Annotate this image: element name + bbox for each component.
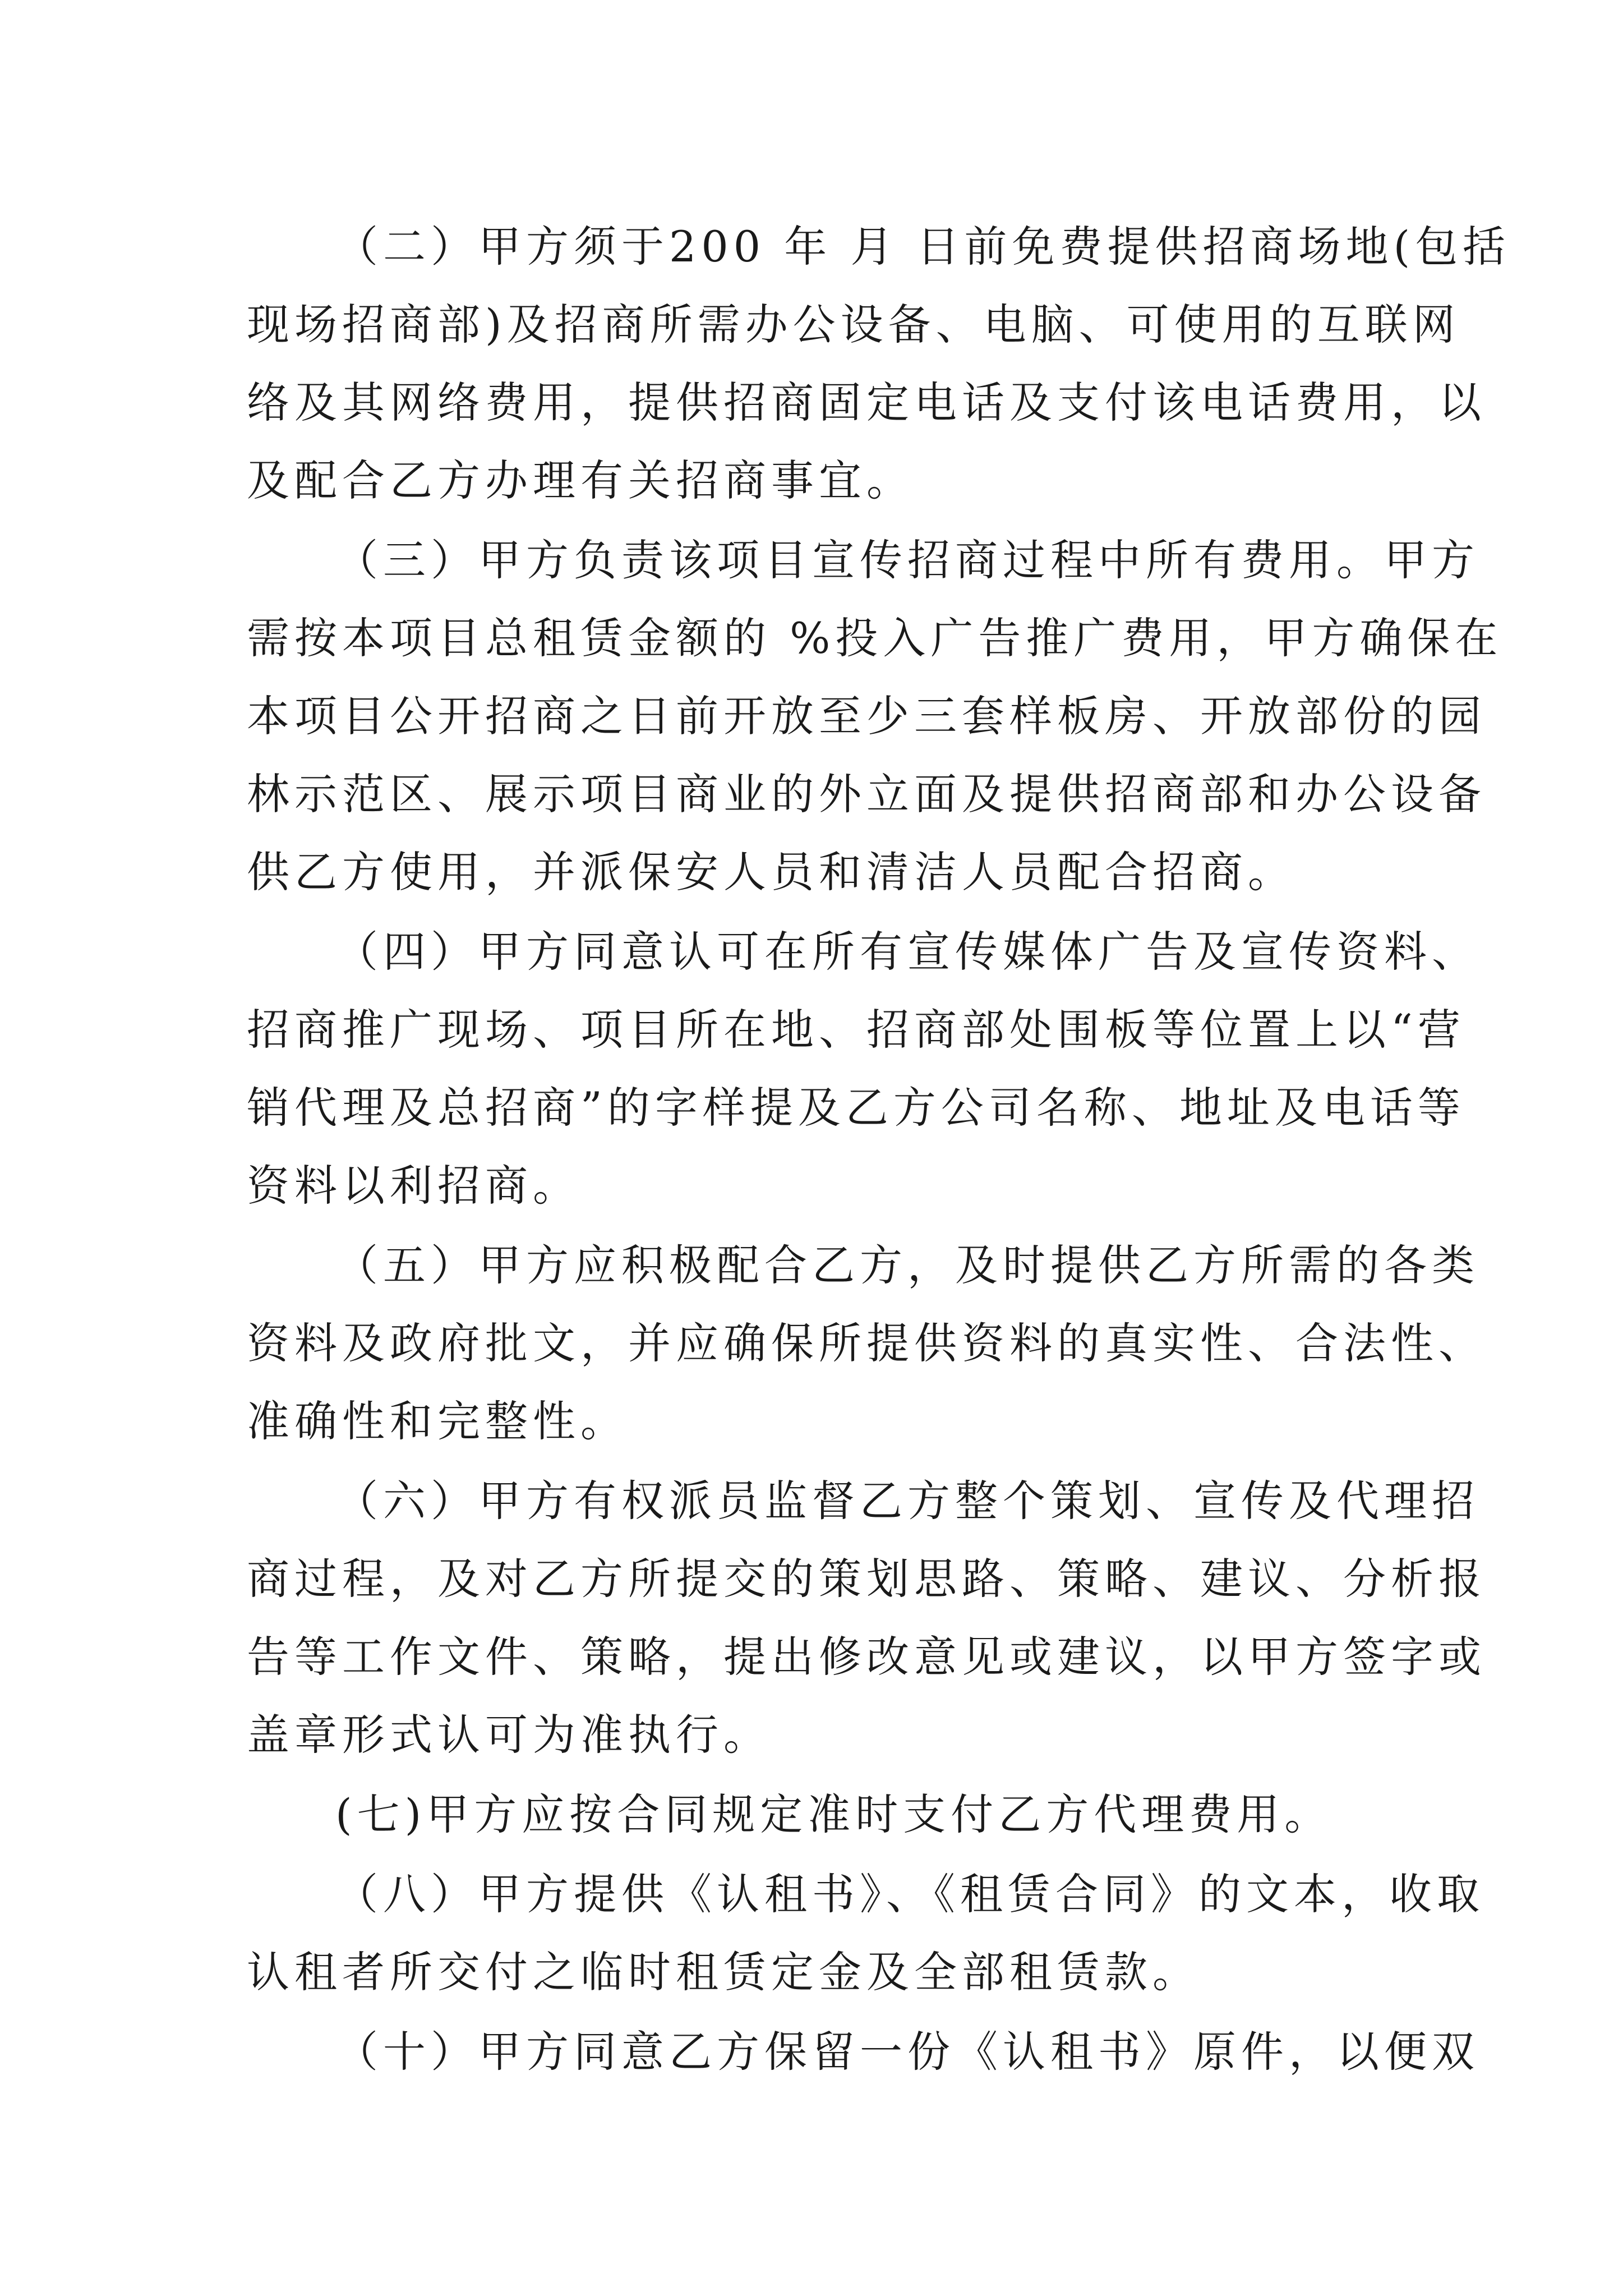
clause-7-line-1: (七)甲方应按合同规定准时支付乙方代理费用。 (335, 1789, 1332, 1839)
clause-10 (247, 2013, 1479, 2091)
clause-6-line-4: 盖章形式认可为准执行。 (247, 1710, 771, 1760)
clause-4-line-2: 招商推广现场、项目所在地、招商部处围板等位置上以“营 (247, 1005, 1465, 1055)
clause-4-line-4: 资料以利招商。 (247, 1161, 580, 1211)
clause-4-line-1: （四）甲方同意认可在所有宣传媒体广告及宣传资料、 (335, 927, 1479, 977)
clause-5 (247, 1226, 1486, 1460)
clause-2-line-3: 络及其网络费用，提供招商固定电话及支付该电话费用，以 (247, 378, 1486, 427)
clause-4-line-3: 销代理及总招商”的字样提及乙方公司名称、地址及电话等 (247, 1083, 1465, 1133)
clause-10-line-1: （十）甲方同意乙方保留一份《认租书》原件，以便双 (335, 2027, 1479, 2077)
clause-5-line-3: 准确性和完整性。 (247, 1396, 628, 1446)
clause-8-line-2: 认租者所交付之临时租赁定金及全部租赁款。 (247, 1947, 1200, 1997)
clause-6-line-3: 告等工作文件、策略，提出修改意见或建议，以甲方签字或 (247, 1632, 1486, 1682)
clause-3-line-5: 供乙方使用，并派保安人员和清洁人员配合招商。 (247, 847, 1295, 897)
clause-6-line-1: （六）甲方有权派员监督乙方整个策划、宣传及代理招 (335, 1476, 1479, 1526)
clause-8-line-1: （八）甲方提供《认租书》、《租赁合同》的文本，收取 (335, 1869, 1484, 1919)
clause-4 (247, 913, 1479, 1225)
clause-3-line-1: （三）甲方负责该项目宣传招商过程中所有费用。甲方 (335, 535, 1479, 585)
clause-3-line-2: 需按本项目总租赁金额的 %投入广告推广费用，甲方确保在 (247, 613, 1503, 663)
clause-6-line-2: 商过程，及对乙方所提交的策划思路、策略、建议、分析报 (247, 1554, 1486, 1604)
clause-5-line-2: 资料及政府批文，并应确保所提供资料的真实性、合法性、 (247, 1318, 1486, 1368)
clause-6 (247, 1462, 1486, 1774)
clause-2-line-2: 现场招商部)及招商所需办公设备、电脑、可使用的互联网 (247, 300, 1460, 349)
clause-3-line-3: 本项目公开招商之日前开放至少三套样板房、开放部份的园 (247, 691, 1486, 741)
clause-7 (247, 1775, 1396, 1853)
clause-8 (247, 1855, 1484, 2011)
clause-2-line-1: （二）甲方须于200 年 月 日前免费提供招商场地(包括 (335, 222, 1511, 272)
document-body (247, 208, 1511, 2092)
clause-2 (247, 208, 1511, 519)
clause-3-line-4: 林示范区、展示项目商业的外立面及提供招商部和办公设备 (247, 769, 1486, 819)
clause-5-line-1: （五）甲方应积极配合乙方，及时提供乙方所需的各类 (335, 1240, 1479, 1290)
clause-2-line-4: 及配合乙方办理有关招商事宜。 (247, 455, 914, 505)
clause-3 (247, 521, 1503, 911)
